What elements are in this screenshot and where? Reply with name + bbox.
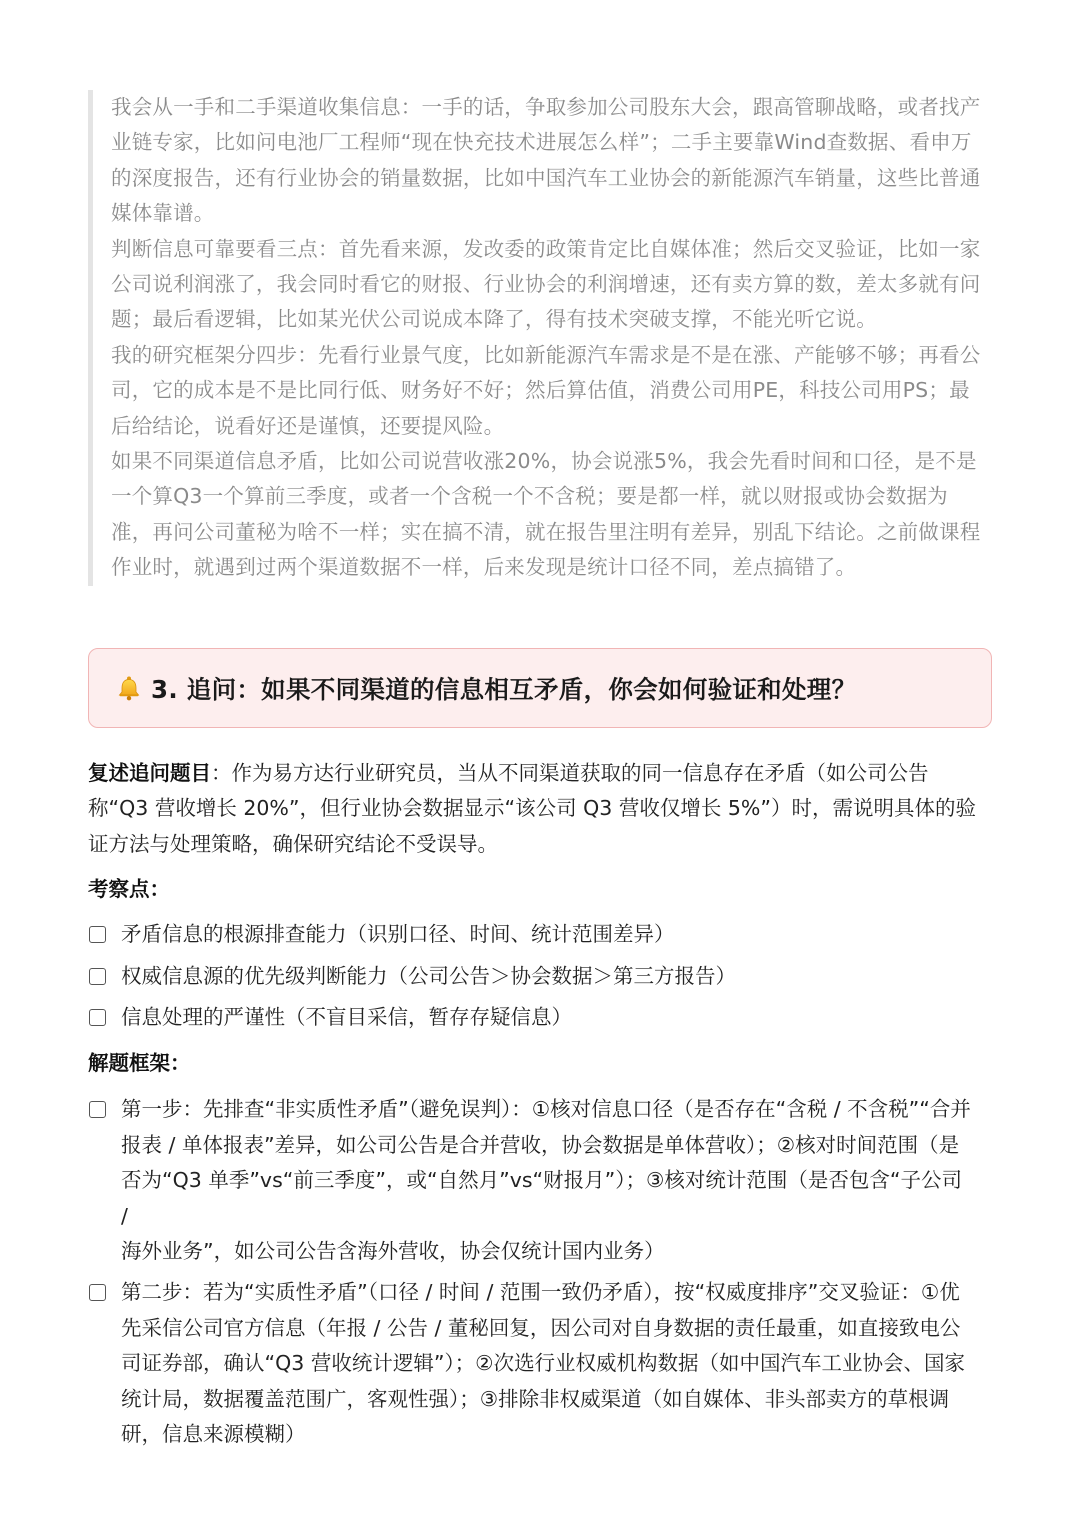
framework-label: 解题框架： — [88, 1051, 191, 1075]
restate-text: ：作为易方达行业研究员，当从不同渠道获取的同一信息存在矛盾（如公司公告称“Q3 营收增长 20%”，但行业协会数据显示“该公司 Q3 营收仅增长 5%”）时，需说明具体的验证方法与处理策略，确保研究结论不受误导。 — [88, 761, 977, 856]
list-item — [88, 917, 988, 952]
framework-item-text: 第二步：若为“实质性矛盾”（口径 / 时间 / 范围一致仍矛盾），按“权威度排序”交叉验证：①优先采信公司官方信息（年报 / 公告 / 董秘回复，因公司对自身数据的责任最重，如直接致电公司证券部，确认“Q3 营收统计逻辑”）；②次选行业权威机构数据（如中国汽车工业协会、国家统计局，数据覆盖范围广，客观性强）；③排除非权威渠道（如自媒体、非头部卖方的草根调研，信息来源模糊） — [121, 1280, 966, 1447]
list-item — [88, 1000, 988, 1035]
quote-paragraph: 如果不同渠道信息矛盾，比如公司说营收涨20%，协会说涨5%，我会先看时间和口径，是不是一个算Q3一个算前三季度，或者一个含税一个不含税；要是都一样，就以财报或协会数据为准，再问公司董秘为啥不一样；实在搞不清，就在报告里注明有差异，别乱下结论。之前做课程作业时，就遇到过两个渠道数据不一样，后来发现是统计口径不同，差点搞错了。 — [111, 449, 981, 580]
quote-paragraph: 我的研究框架分四步：先看行业景气度，比如新能源汽车需求是不是在涨、产能够不够；再看公司，它的成本是不是比同行低、财务好不好；然后算估值，消费公司用PE，科技公司用PS；最后给结论，说看好还是谨慎，还要提风险。 — [111, 342, 981, 438]
callout-title: 3. 追问：如果不同渠道的信息相互矛盾，你会如何验证和处理？ — [151, 674, 857, 704]
follow-up-question-callout — [88, 648, 992, 728]
answer-quote-block — [88, 90, 988, 586]
checkbox[interactable] — [89, 1009, 106, 1026]
list-item — [88, 1092, 973, 1269]
restate-paragraph — [88, 756, 988, 862]
assessment-item-text: 信息处理的严谨性（不盲目采信，暂存存疑信息） — [121, 1005, 572, 1030]
list-item — [88, 1275, 973, 1452]
assessment-item-text: 权威信息源的优先级判断能力（公司公告＞协会数据＞第三方报告） — [121, 963, 736, 988]
framework-list — [88, 1092, 973, 1452]
assessment-label: 考察点： — [88, 877, 170, 901]
quote-paragraph: 判断信息可靠要看三点：首先看来源，发改委的政策肯定比自媒体准；然后交叉验证，比如一家公司说利润涨了，我会同时看它的财报、行业协会的利润增速，还有卖方算的数，差太多就有问题；最后看逻辑，比如某光伏公司说成本降了，得有技术突破支撑，不能光听它说。 — [111, 236, 981, 332]
assessment-section — [88, 872, 988, 1036]
framework-section — [88, 1046, 988, 1452]
checkbox[interactable] — [89, 926, 106, 943]
checkbox[interactable] — [89, 1284, 106, 1301]
bell-icon — [115, 674, 143, 702]
checkbox[interactable] — [89, 968, 106, 985]
framework-item-text: 第一步：先排查“非实质性矛盾”（避免误判）：①核对信息口径（是否存在“含税 / 不含税”“合并报表 / 单体报表”差异，如公司公告是合并营收，协会数据是单体营收）；②核对时间范围（是否为“Q3 单季”vs“前三季度”，或“自然月”vs“财报月”）；③核对统计范围（是否包含“子公司 / — [121, 1097, 971, 1228]
assessment-list — [88, 917, 988, 1035]
assessment-item-text: 矛盾信息的根源排查能力（识别口径、时间、统计范围差异） — [121, 922, 675, 947]
restate-section — [88, 756, 988, 862]
quote-paragraph: 我会从一手和二手渠道收集信息：一手的话，争取参加公司股东大会，跟高管聊战略，或者找产业链专家，比如问电池厂工程师“现在快充技术进展怎么样”；二手主要靠Wind查数据、看申万的深度报告，还有行业协会的销量数据，比如中国汽车工业协会的新能源汽车销量，这些比普通媒体靠谱。 — [111, 95, 981, 226]
checkbox[interactable] — [89, 1101, 106, 1118]
list-item — [88, 959, 988, 994]
restate-label: 复述追问题目 — [88, 761, 211, 785]
framework-item-text-cont: 海外业务”，如公司公告含海外营收，协会仅统计国内业务） — [121, 1239, 665, 1264]
